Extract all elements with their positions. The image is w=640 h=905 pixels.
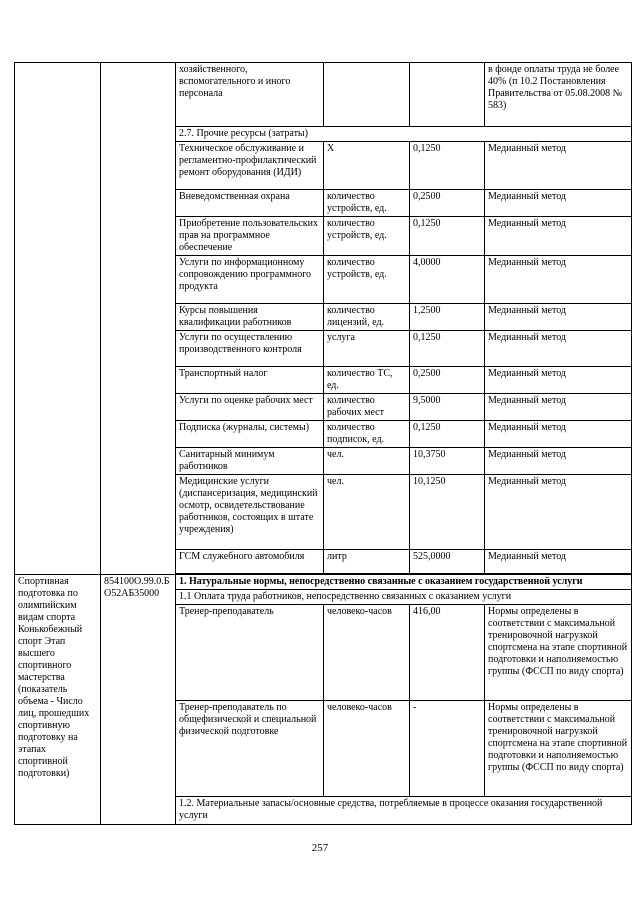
resource-name: Услуги по оценке рабочих мест	[176, 394, 324, 421]
resource-name: Услуги по осуществлению производственного контроля	[176, 331, 324, 367]
resource-name: ГСМ служебного автомобиля	[176, 550, 324, 574]
unit	[324, 63, 410, 127]
section-heading-1-2: 1.2. Материальные запасы/основные средства, потребляемые в процессе оказания государственной услуги	[176, 797, 632, 825]
unit: чел.	[324, 448, 410, 475]
page-number: 257	[311, 842, 329, 854]
method: Медианный метод	[485, 394, 632, 421]
method: в фонде оплаты труда не более 40% (п 10.2 Постановления Правительства от 05.08.2008 № 583)	[485, 63, 632, 127]
resource-name: Вневедомственная охрана	[176, 190, 324, 217]
resource-name: Услуги по информационному сопровождению программного продукта	[176, 256, 324, 304]
unit: количество подписок, ед.	[324, 421, 410, 448]
unit: количество устройств, ед.	[324, 256, 410, 304]
method: Медианный метод	[485, 142, 632, 190]
section-heading-1-1: 1.1 Оплата труда работников, непосредственно связанных с оказанием услуги	[176, 590, 632, 605]
value: 4,0000	[410, 256, 485, 304]
value: 0,2500	[410, 367, 485, 394]
value: 1,2500	[410, 304, 485, 331]
value: 10,3750	[410, 448, 485, 475]
method: Медианный метод	[485, 217, 632, 256]
resource-name: Тренер-преподаватель по общефизической и специальной физической подготовке	[176, 701, 324, 797]
unit: человеко-часов	[324, 701, 410, 797]
method: Медианный метод	[485, 304, 632, 331]
unit: Х	[324, 142, 410, 190]
value: 416,00	[410, 605, 485, 701]
unit: услуга	[324, 331, 410, 367]
resource-name: хозяйственного, вспомогательного и иного персонала	[176, 63, 324, 127]
method: Медианный метод	[485, 256, 632, 304]
value: 0,1250	[410, 217, 485, 256]
unit: количество рабочих мест	[324, 394, 410, 421]
section-heading-2-7: 2.7. Прочие ресурсы (затраты)	[176, 127, 632, 142]
service-name: Спортивная подготовка по олимпийским видам спорта Конькобежный спорт Этап высшего спортивного мастерства (показатель объема - Число лиц, прошедших спортивную подготовку на этапах спортивной подготовки)	[15, 575, 101, 825]
section-row	[15, 575, 632, 590]
value: 0,1250	[410, 421, 485, 448]
value: 0,1250	[410, 331, 485, 367]
unit: чел.	[324, 475, 410, 550]
value: 0,2500	[410, 190, 485, 217]
resource-name: Санитарный минимум работников	[176, 448, 324, 475]
method: Медианный метод	[485, 331, 632, 367]
resource-name: Медицинские услуги (диспансеризация, медицинский осмотр, освидетельствование работников, состоящих в штате учреждения)	[176, 475, 324, 550]
method: Медианный метод	[485, 550, 632, 574]
unit: литр	[324, 550, 410, 574]
service-name-cell-empty	[15, 63, 101, 575]
norms-table	[14, 62, 632, 825]
method: Нормы определены в соответствии с максимальной тренировочной нагрузкой спортсмена на этапе спортивной подготовки и наполняемостью группы (ФССП по виду спорта)	[485, 605, 632, 701]
value: -	[410, 701, 485, 797]
method: Медианный метод	[485, 475, 632, 550]
unit: количество лицензий, ед.	[324, 304, 410, 331]
value: 9,5000	[410, 394, 485, 421]
value: 10,1250	[410, 475, 485, 550]
resource-name: Транспортный налог	[176, 367, 324, 394]
resource-name: Курсы повышения квалификации работников	[176, 304, 324, 331]
unit: количество ТС, ед.	[324, 367, 410, 394]
resource-name: Приобретение пользовательских прав на программное обеспечение	[176, 217, 324, 256]
method: Медианный метод	[485, 421, 632, 448]
value	[410, 63, 485, 127]
resource-name: Подписка (журналы, системы)	[176, 421, 324, 448]
value: 0,1250	[410, 142, 485, 190]
method: Нормы определены в соответствии с максимальной тренировочной нагрузкой спортсмена на этапе спортивной подготовки и наполняемостью группы (ФССП по виду спорта)	[485, 701, 632, 797]
unit: количество устройств, ед.	[324, 217, 410, 256]
value: 525,0000	[410, 550, 485, 574]
unit: количество устройств, ед.	[324, 190, 410, 217]
service-code: 854100О.99.0.БО52АБ35000	[101, 575, 176, 825]
section-heading-1: 1. Натуральные нормы, непосредственно связанные с оказанием государственной услуги	[176, 575, 632, 590]
unit: человеко-часов	[324, 605, 410, 701]
service-code-cell-empty	[101, 63, 176, 575]
table-row	[15, 63, 632, 127]
resource-name: Техническое обслуживание и регламентно-профилактический ремонт оборудования (ИДИ)	[176, 142, 324, 190]
method: Медианный метод	[485, 190, 632, 217]
method: Медианный метод	[485, 448, 632, 475]
method: Медианный метод	[485, 367, 632, 394]
resource-name: Тренер-преподаватель	[176, 605, 324, 701]
